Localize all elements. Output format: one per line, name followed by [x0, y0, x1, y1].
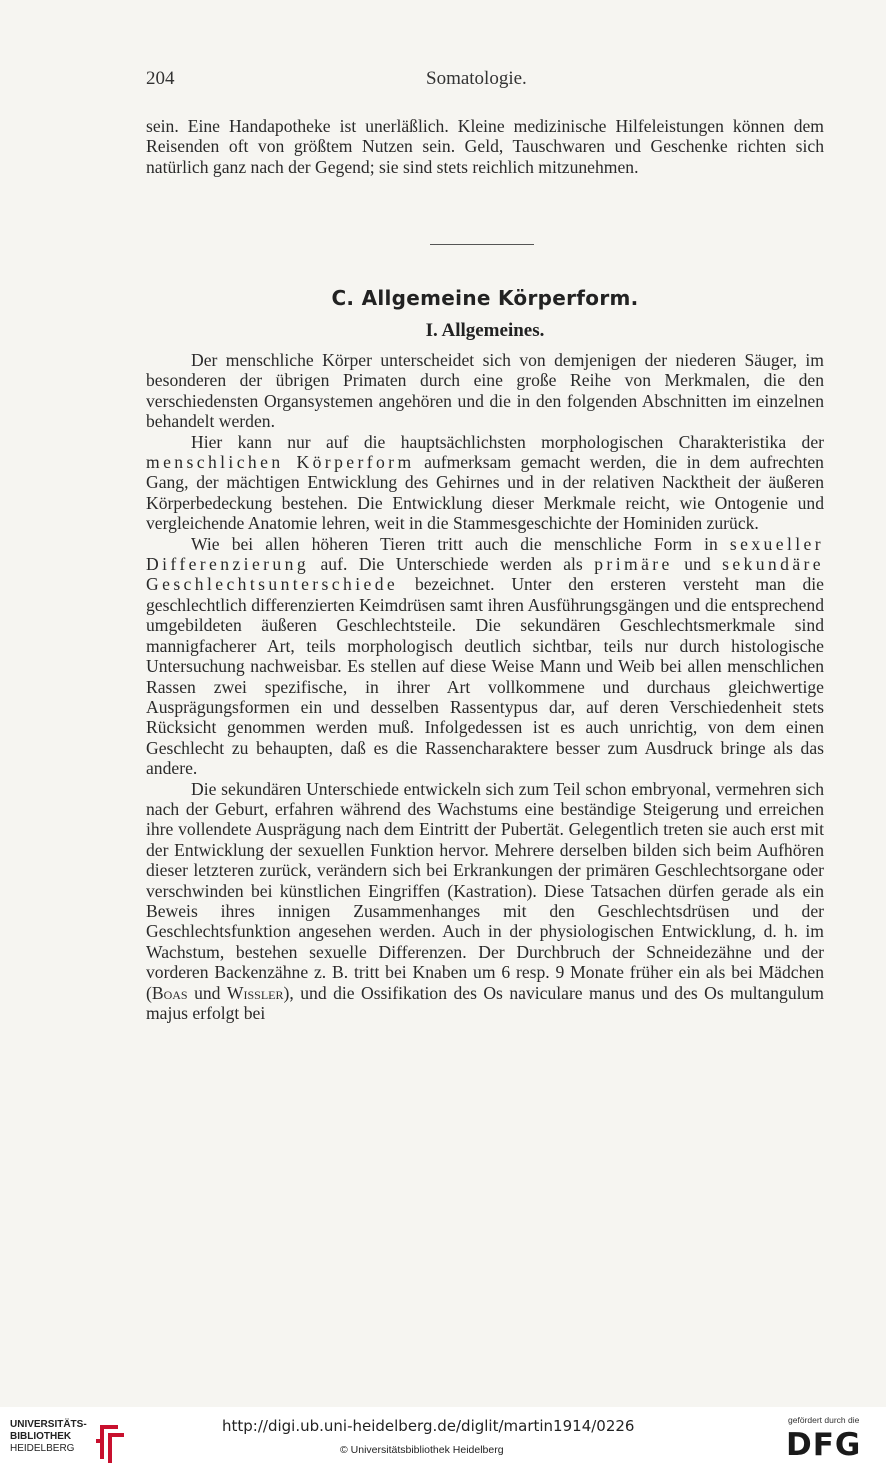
spaced-emphasis: primäre — [594, 554, 673, 575]
paragraph-2 — [146, 432, 824, 534]
paragraph-4-text-c: ), und die Ossifikation des Os naviculare manus und des Os multangulum majus erfolgt bei — [146, 982, 824, 1023]
paragraph-4-text-b: und — [194, 982, 221, 1003]
library-line-1: UNIVERSITÄTS- — [10, 1419, 87, 1430]
author-name: Boas — [151, 982, 188, 1003]
library-line-3: HEIDELBERG — [10, 1443, 75, 1454]
dfg-logo: DFG — [786, 1427, 862, 1463]
permalink-url[interactable]: http://digi.ub.uni-heidelberg.de/diglit/martin1914/0226 — [222, 1417, 635, 1435]
spaced-emphasis: menschlichen Körperform — [146, 452, 415, 473]
library-line-2: BIBLIOTHEK — [10, 1431, 72, 1442]
paragraph-3-text-a: Wie bei allen höheren Tieren tritt auch die menschliche Form in — [191, 533, 718, 554]
paragraph-3-text-b: auf. Die Unterschiede werden als — [320, 554, 583, 575]
paragraph-3-text-c: und — [684, 554, 711, 575]
separator-rule — [430, 244, 534, 245]
subsection-title: I. Allgemeines. — [425, 320, 545, 341]
paragraph-2-text-a: Hier kann nur auf die hauptsächlichsten morphologischen Charakteristika der — [191, 431, 824, 452]
paragraph-3 — [146, 534, 824, 779]
library-logo[interactable] — [10, 1419, 130, 1459]
paragraph-4-text-a: Die sekundären Unterschiede entwickeln sich zum Teil schon embryonal, vermehren sich nach der Geburt, erfahren während des Wachstums eine beständige Steigerung und erreichen ihre vollendete Ausprägung nach dem Eintritt der Pubertät. Gelegentlich treten sie auch erst mit der Entwicklung der sexuellen Funktion hervor. Mehrere derselben bilden sich beim Aufhören dieser letzteren zurück, verändern sich bei Erkrankungen der primären Geschlechtsorgane oder verschwinden bei künstlichen Eingriffen (Kastration). Diese Tatsachen dürfen gerade als ein Beweis ihres innigen Zusammenhanges mit den Geschlechtsdrüsen und der Geschlechtsfunktion angesehen werden. Auch in der physiologischen Entwicklung, d. h. im Wachstum, bestehen sexuelle Differenzen. Der Durchbruch der Schneidezähne und der vorderen Backenzähne z. B. tritt bei Knaben um 6 resp. 9 Monate früher ein als bei Mädchen ( — [146, 778, 824, 1003]
paragraph-4 — [146, 779, 824, 1024]
main-text-block — [146, 350, 824, 1023]
paragraph-2-text-b: aufmerksam gemacht werden, die in dem aufrechten Gang, der mächtigen Entwicklung des Gehirnes und in der relativen Nacktheit der äußeren Körperbedeckung bestehen. Die Entwicklung dieser Merkmale reicht, wie Ontogenie und vergleichende Anatomie lehren, weit in die Stammesgeschichte der Hominiden zurück. — [146, 452, 824, 534]
section-title: C. Allgemeine Körperform. — [331, 286, 639, 310]
copyright-notice: © Universitätsbibliothek Heidelberg — [340, 1444, 504, 1456]
paragraph-1: Der menschliche Körper unterscheidet sich von demjenigen der niederen Säuger, im besonderen der übrigen Primaten durch eine große Reihe von Merkmalen, die den verschiedensten Organsystemen angehören und die in den folgenden Abschnitten im einzelnen behandelt werden. — [146, 350, 824, 432]
viewer-footer — [0, 1407, 886, 1469]
funder-block[interactable] — [784, 1415, 880, 1465]
library-name — [10, 1419, 87, 1455]
top-paragraph-block — [146, 116, 824, 177]
running-head — [146, 68, 826, 92]
library-emblem-icon — [94, 1419, 128, 1463]
spaced-emphasis: sexueller Differenzierung — [146, 533, 825, 575]
page-number: 204 — [146, 68, 175, 89]
spaced-emphasis: sekundäre Geschlechtsunterschiede — [146, 554, 824, 595]
top-paragraph: sein. Eine Handapotheke ist unerläßlich. Kleine medizinische Hilfeleistungen können dem Reisenden oft von größtem Nutzen sein. Geld, Tauschwaren und Geschenke richten sich natürlich ganz nach der Gegend; sie sind stets reichlich mitzunehmen. — [146, 116, 824, 177]
funding-caption: gefördert durch die — [788, 1415, 860, 1425]
author-name: Wissler — [226, 982, 284, 1003]
paragraph-3-text-d: bezeichnet. Unter den ersteren versteht man die geschlechtlich differenzierten Keimdrüsen samt ihren Ausführungsgängen und die entsprechend umgebildeten äußeren Geschlechtsteile. Die sekundären Geschlechtsmerkmale sind mannigfacherer Art, teils morphologisch deutlich sichtbar, teils nur durch histologische Untersuchung nachweisbar. Es stellen auf diese Weise Mann und Weib bei allen menschlichen Rassen zwei spezifische, in ihrer Art vollkommene und durchaus gleichwertige Ausprägungsformen ein und desselben Rassentypus dar, auf deren Verschiedenheit stets Rücksicht genommen werden muß. Infolgedessen ist es auch unrichtig, von dem einen Geschlecht zu behaupten, daß es die Rassencharaktere besser zum Ausdruck bringe als das andere. — [146, 574, 824, 779]
running-title: Somatologie. — [426, 68, 527, 89]
